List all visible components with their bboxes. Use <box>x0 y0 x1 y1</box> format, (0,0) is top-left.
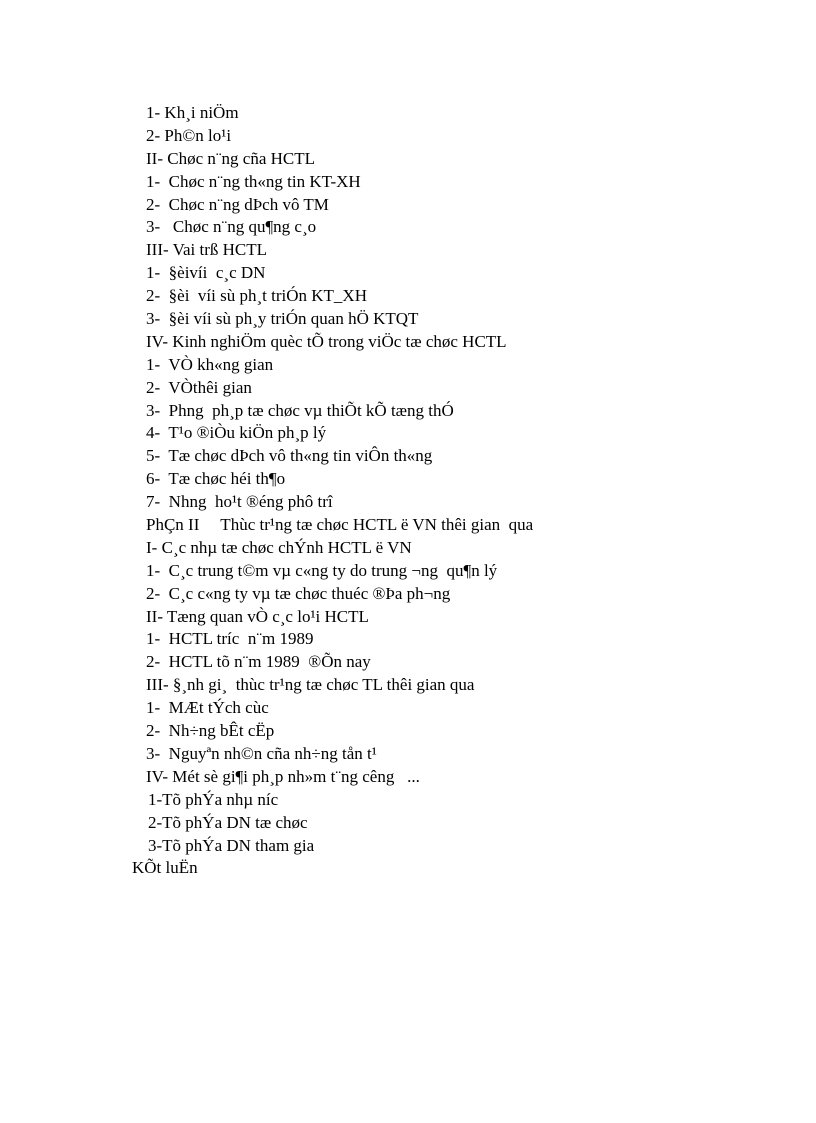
toc-section-heading: II- Tæng quan vÒ c¸c lo¹i HCTL <box>146 606 369 626</box>
toc-entry: 3- §èi víi sù ph¸y triÓn quan hÖ KTQT <box>146 309 419 329</box>
toc-entry: 1- VÒ kh«ng gian <box>146 354 274 374</box>
toc-entry: 1- MÆt tÝch cùc <box>146 698 269 718</box>
toc-entry: 7- Nhng ho¹t ®éng phô trî <box>146 492 333 512</box>
toc-entry: 2- Nh÷ng bÊt cËp <box>146 721 275 741</box>
toc-conclusion: KÕt luËn <box>132 858 198 878</box>
toc-section-heading: III- Vai trß HCTL <box>146 240 268 260</box>
toc-entry: 1- §èivíi c¸c DN <box>146 263 266 283</box>
toc-entry: 2-Tõ phÝa DN tæ chøc <box>148 812 308 832</box>
toc-entry: 3- Chøc n¨ng qu¶ng c¸o <box>146 217 317 237</box>
toc-section-heading: II- Chøc n¨ng cña HCTL <box>146 148 316 168</box>
toc-entry: 1- Kh¸i niÖm <box>146 103 239 122</box>
toc-section-heading: IV- Kinh nghiÖm quèc tÕ trong viÖc tæ chøc HCTL <box>146 331 507 351</box>
toc-part-heading: PhÇn II Thùc tr¹ng tæ chøc HCTL ë VN thêi gian qua <box>146 515 534 535</box>
toc-entry: 3-Tõ phÝa DN tham gia <box>148 835 315 855</box>
toc-entry: 5- Tæ chøc dÞch vô th«ng tin viÔn th«ng <box>146 446 433 466</box>
toc-entry: 1- Chøc n¨ng th«ng tin KT-XH <box>146 171 361 191</box>
toc-entry: 1-Tõ phÝa nhµ níc <box>148 789 279 809</box>
toc-entry: 2- C¸c c«ng ty vµ tæ chøc thuéc ®Þa ph¬ng <box>146 583 451 603</box>
toc-entry: 3- Nguyªn nh©n cña nh÷ng tån t¹ <box>146 743 377 763</box>
toc-entry: 6- Tæ chøc héi th¶o <box>146 469 286 489</box>
toc-section-heading: I- C¸c nhµ tæ chøc chÝnh HCTL ë VN <box>146 537 412 557</box>
toc-entry: 3- Phng ph¸p tæ chøc vµ thiÕt kÕ tæng thÓ <box>146 400 454 420</box>
table-of-contents <box>0 102 533 880</box>
toc-entry: 2- §èi víi sù ph¸t triÓn KT_XH <box>146 286 367 306</box>
toc-entry: 2- HCTL tõ n¨m 1989 ®Õn nay <box>146 652 371 672</box>
toc-section-heading: III- §¸nh gi¸ thùc tr¹ng tæ chøc TL thêi gian qua <box>146 675 475 695</box>
toc-entry: 2- VÒthêi gian <box>146 377 252 397</box>
toc-entry: 1- HCTL tríc n¨m 1989 <box>146 629 314 649</box>
toc-entry: 4- T¹o ®iÒu kiÖn ph¸p lý <box>146 423 327 443</box>
toc-entry: 1- C¸c trung t©m vµ c«ng ty do trung ¬ng qu¶n lý <box>146 560 498 580</box>
toc-section-heading: IV- Mét sè gi¶i ph¸p nh»m t¨ng cêng ... <box>146 766 420 786</box>
toc-entry: 2- Ph©n lo¹i <box>146 125 232 145</box>
toc-entry: 2- Chøc n¨ng dÞch vô TM <box>146 194 329 214</box>
